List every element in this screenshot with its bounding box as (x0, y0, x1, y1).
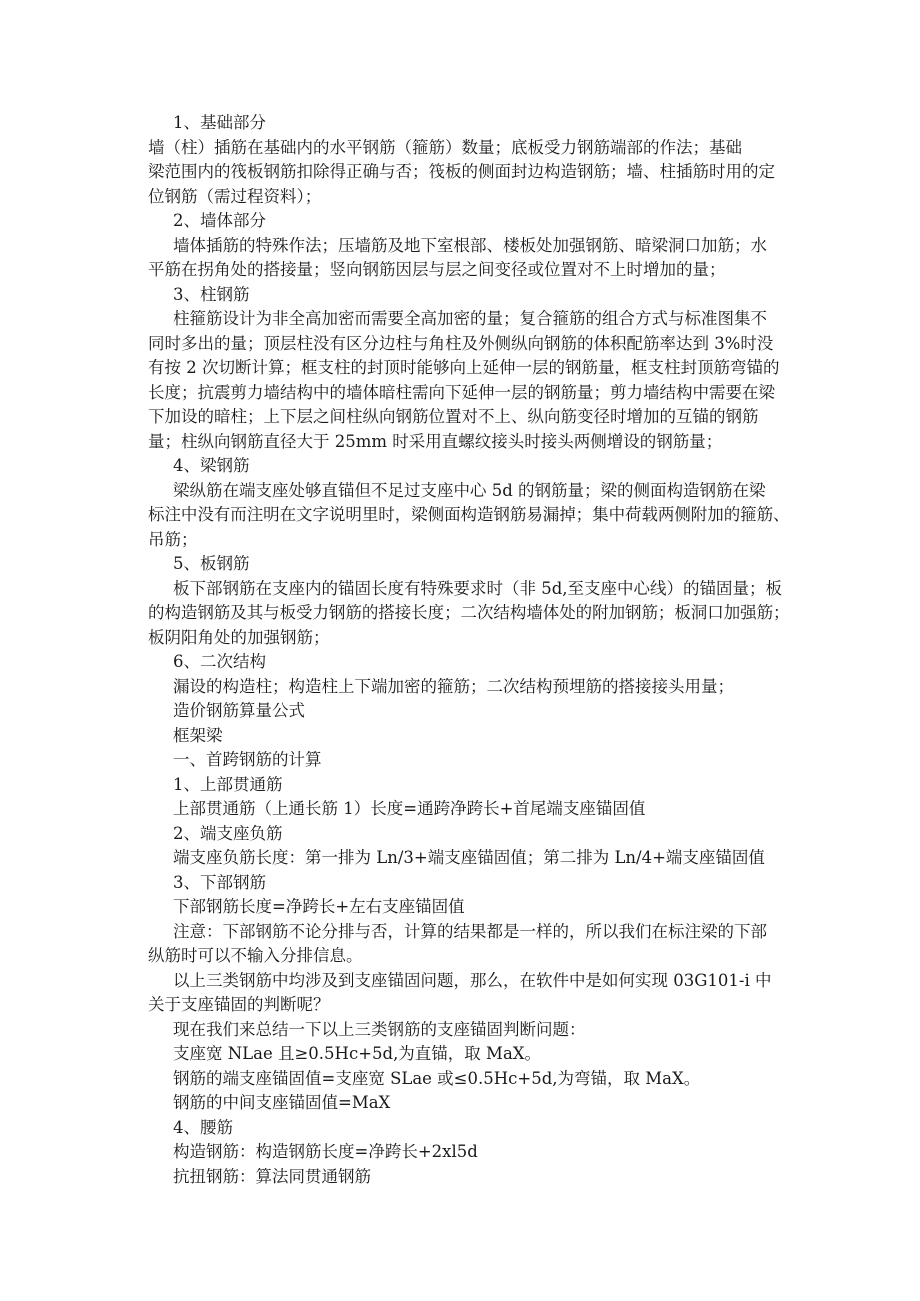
text-line: 吊筋； (148, 529, 198, 549)
text-line: 2、墙体部分 (173, 211, 266, 230)
text-line: 漏设的构造柱；构造柱上下端加密的箍筋；二次结构预埋筋的搭接接头用量； (173, 676, 734, 696)
text-line: 的构造钢筋及其与板受力钢筋的搭接长度；二次结构墙体处的附加钢筋；板洞口加强筋； (148, 603, 790, 622)
text-line: 框架梁 (173, 725, 223, 745)
text-line: 墙（柱）插筋在基础内的水平钢筋（箍筋）数量；底板受力钢筋端部的作法；基础 (148, 137, 742, 157)
text-line: 现在我们来总结一下以上三类钢筋的支座锚固判断问题： (173, 1019, 586, 1039)
text-line: 支座宽 NLae 且≥0.5Hc+5d,为直锚，取 MaX。 (173, 1044, 542, 1063)
text-line: 钢筋的中间支座锚固值=MaX (173, 1093, 391, 1112)
text-line: 纵筋时可以不输入分排信息。 (148, 946, 363, 965)
text-line: 钢筋的端支座锚固值=支座宽 SLae 或≤0.5Hc+5d,为弯锚，取 MaX。 (173, 1068, 701, 1088)
text-line: 下部钢筋长度=净跨长+左右支座锚固值 (173, 897, 465, 916)
text-line: 1、基础部分 (173, 113, 266, 132)
text-line: 量；柱纵向钢筋直径大于 25mm 时采用直螺纹接头时接头两侧增设的钢筋量； (148, 431, 723, 451)
text-line: 有按 2 次切断计算；框支柱的封顶时能够向上延伸一层的钢筋量，框支柱封顶筋弯锚的 (148, 358, 780, 377)
text-line: 位钢筋（需过程资料）； (148, 186, 322, 206)
text-line: 一、首跨钢筋的计算 (173, 750, 322, 769)
text-line: 柱箍筋设计为非全高加密而需要全高加密的量；复合箍筋的组合方式与标准图集不 (173, 309, 767, 328)
text-line: 2、端支座负筋 (173, 823, 283, 843)
text-line: 以上三类钢筋中均涉及到支座锚固问题，那么，在软件中是如何实现 03G101-i 中 (173, 970, 772, 990)
text-line: 板阴阳角处的加强钢筋； (148, 627, 330, 647)
text-line: 梁纵筋在端支座处够直锚但不足过支座中心 5d 的钢筋量；梁的侧面构造钢筋在梁 (173, 480, 766, 500)
text-line: 5、板钢筋 (173, 554, 250, 573)
text-line: 上部贯通筋（上通长筋 1）长度=通跨净跨长+首尾端支座锚固值 (173, 799, 646, 818)
text-line: 6、二次结构 (173, 652, 266, 671)
text-line: 构造钢筋：构造钢筋长度=净跨长+2xl5d (173, 1142, 478, 1161)
text-line: 长度；抗震剪力墙结构中的墙体暗柱需向下延伸一层的钢筋量；剪力墙结构中需要在梁 (148, 382, 775, 402)
text-line: 板下部钢筋在支座内的锚固长度有特殊要求时（非 5d,至支座中心线）的锚固量；板 (173, 578, 783, 598)
text-line: 3、下部钢筋 (173, 872, 266, 892)
text-line: 端支座负筋长度：第一排为 Ln/3+端支座锚固值；第二排为 Ln/4+端支座锚固值 (173, 848, 765, 867)
text-line: 下加设的暗柱；上下层之间柱纵向钢筋位置对不上、纵向筋变径时增加的互锚的钢筋 (148, 407, 759, 426)
text-line: 4、腰筋 (173, 1117, 233, 1137)
text-line: 4、梁钢筋 (173, 456, 250, 475)
text-line: 抗扭钢筋：算法同贯通钢筋 (173, 1166, 371, 1186)
text-line: 平筋在拐角处的搭接量；竖向钢筋因层与层之间变径或位置对不上时增加的量； (148, 260, 726, 279)
document-body (148, 111, 790, 1189)
text-line: 注意：下部钢筋不论分排与否，计算的结果都是一样的，所以我们在标注梁的下部 (173, 921, 767, 941)
text-line: 关于支座锚固的判断呢？ (148, 995, 330, 1014)
text-line: 1、上部贯通筋 (173, 774, 283, 794)
text-line: 标注中没有而注明在文字说明里时，梁侧面构造钢筋易漏掉；集中荷载两侧附加的箍筋、 (148, 505, 790, 524)
text-line: 同时多出的量；顶层柱没有区分边柱与角柱及外侧纵向钢筋的体积配筋率达到 3%时没 (148, 333, 774, 353)
text-line: 梁范围内的筏板钢筋扣除得正确与否；筏板的侧面封边构造钢筋；墙、柱插筋时用的定 (148, 162, 775, 181)
text-line: 造价钢筋算量公式 (173, 701, 305, 720)
text-line: 3、柱钢筋 (173, 284, 250, 304)
text-line: 墙体插筋的特殊作法；压墙筋及地下室根部、楼板处加强钢筋、暗梁洞口加筋；水 (173, 235, 767, 255)
